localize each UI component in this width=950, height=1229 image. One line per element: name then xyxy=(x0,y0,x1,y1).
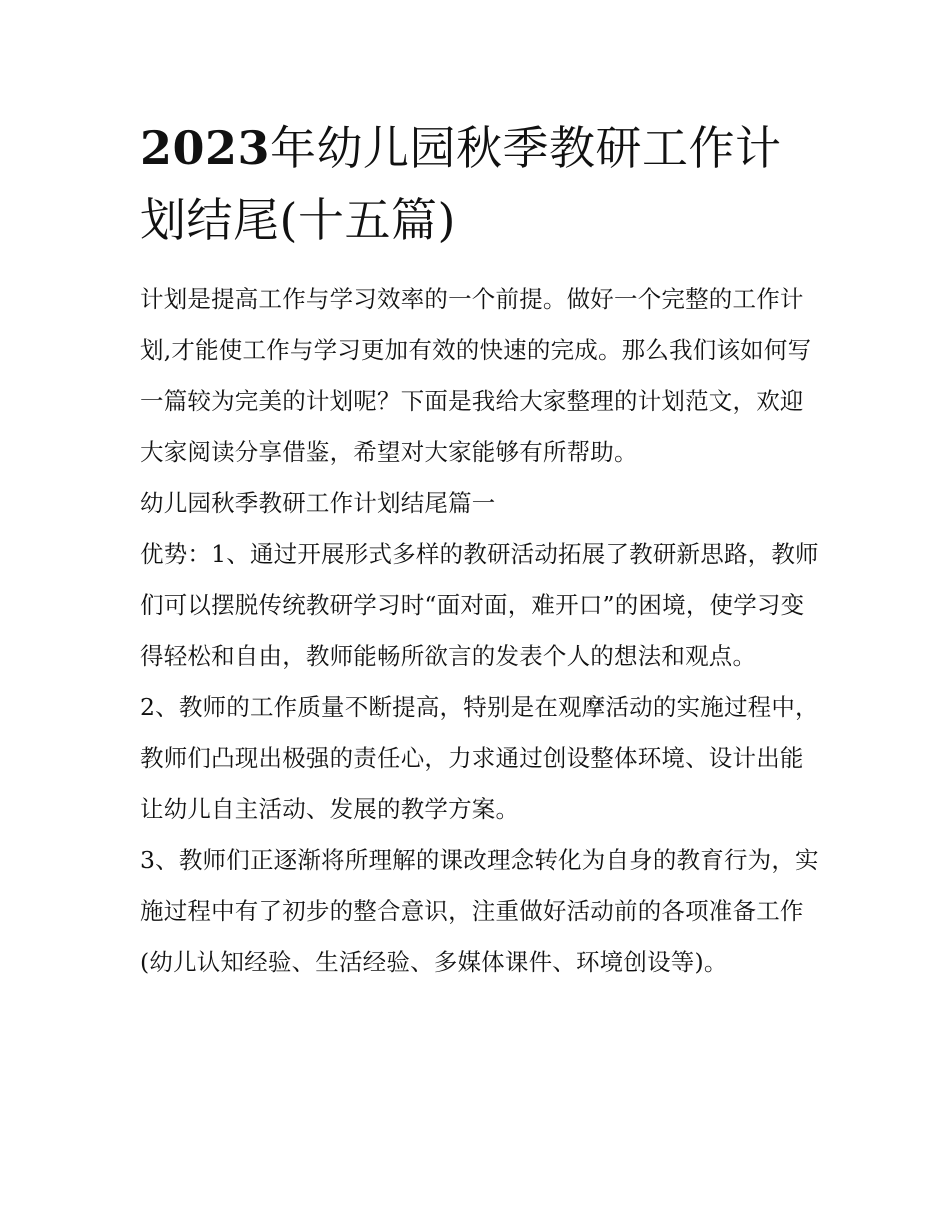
advantage-paragraph-3: 3、教师们正逐渐将所理解的课改理念转化为自身的教育行为，实施过程中有了初步的整合意识，注重做好活动前的各项准备工作(幼儿认知经验、生活经验、多媒体课件、环境创设等)。 xyxy=(140,846,819,976)
title-text: 年幼儿园秋季教研工作计划结尾(十五篇) xyxy=(140,121,782,247)
document-title xyxy=(140,112,820,256)
section-heading: 幼儿园秋季教研工作计划结尾篇一 xyxy=(140,489,496,517)
intro-paragraph: 计划是提高工作与学习效率的一个前提。做好一个完整的工作计划,才能使工作与学习更加有效的快速的完成。那么我们该如何写一篇较为完美的计划呢？下面是我给大家整理的计划范文，欢迎大家阅读分享借鉴，希望对大家能够有所帮助。 xyxy=(140,285,812,466)
document-page xyxy=(140,112,820,988)
advantage-paragraph-1: 优势：1、通过开展形式多样的教研活动拓展了教研新思路，教师们可以摆脱传统教研学习时“面对面，难开口”的困境，使学习变得轻松和自由，教师能畅所欲言的发表个人的想法和观点。 xyxy=(140,540,819,670)
advantage-paragraph-2: 2、教师的工作质量不断提高，特别是在观摩活动的实施过程中，教师们凸现出极强的责任心，力求通过创设整体环境、设计出能让幼儿自主活动、发展的教学方案。 xyxy=(140,693,819,823)
title-year: 2023 xyxy=(140,121,271,175)
